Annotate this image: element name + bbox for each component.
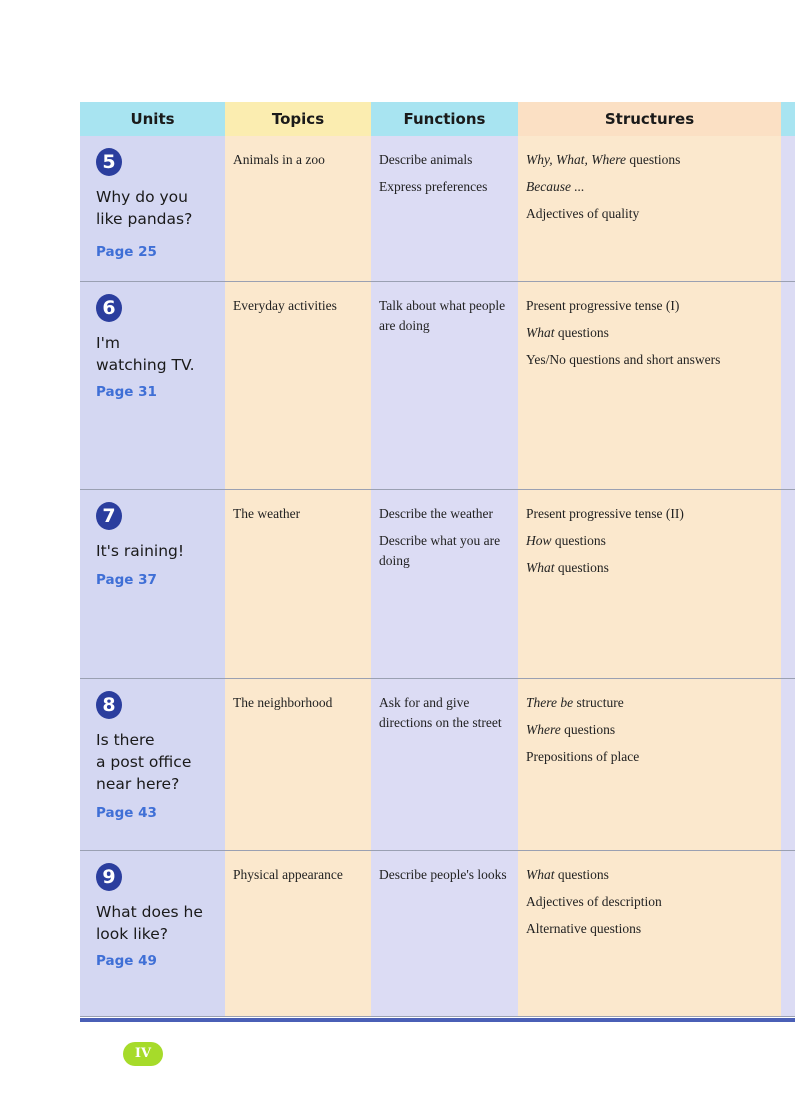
structure-item — [526, 150, 775, 170]
structure-italic: What — [526, 867, 555, 882]
unit-page-link[interactable]: Page 43 — [96, 805, 157, 821]
unit-number-badge: 9 — [96, 863, 122, 891]
unit-page-link[interactable]: Page 31 — [96, 384, 157, 400]
table-row — [80, 282, 795, 490]
structure-plain: questions — [625, 152, 681, 167]
structure-plain: questions — [554, 325, 609, 340]
topic-text: Physical appearance — [233, 867, 343, 882]
edge-cell — [781, 851, 795, 1016]
unit-number-badge: 6 — [96, 294, 122, 322]
structure-item — [526, 531, 775, 551]
table-row — [80, 490, 795, 679]
structure-item — [526, 865, 775, 885]
structure-item — [526, 323, 775, 343]
header-structures: Structures — [518, 102, 781, 136]
topics-cell — [225, 679, 371, 850]
unit-cell — [80, 851, 225, 1016]
bottom-rule — [80, 1018, 795, 1022]
unit-cell — [80, 490, 225, 678]
edge-cell — [781, 679, 795, 850]
structure-italic: There be — [526, 695, 574, 710]
function-item: Describe people's looks — [379, 867, 507, 882]
unit-cell — [80, 282, 225, 489]
structure-item — [526, 720, 775, 740]
topics-cell — [225, 136, 371, 281]
functions-cell — [371, 490, 518, 678]
structure-item — [526, 204, 775, 224]
edge-cell — [781, 136, 795, 281]
structure-item — [526, 558, 775, 578]
structure-plain: Yes/No questions and short answers — [526, 352, 721, 367]
function-item: Talk about what people are doing — [379, 298, 506, 333]
unit-title: I'm watching TV. — [96, 334, 195, 374]
unit-cell — [80, 679, 225, 850]
unit-page-link[interactable]: Page 37 — [96, 572, 157, 588]
structure-item — [526, 504, 775, 524]
structure-plain: questions — [560, 722, 616, 737]
table-header — [80, 102, 795, 136]
topic-text: Animals in a zoo — [233, 152, 325, 167]
structure-plain: Adjectives of quality — [526, 206, 640, 221]
header-functions: Functions — [371, 102, 518, 136]
structure-plain: Alternative questions — [526, 921, 642, 936]
functions-cell — [371, 679, 518, 850]
structure-item — [526, 919, 775, 939]
unit-cell — [80, 136, 225, 281]
structure-plain: Prepositions of place — [526, 749, 640, 764]
structure-plain: questions — [554, 560, 609, 575]
structure-italic: How — [526, 533, 552, 548]
topics-cell — [225, 282, 371, 489]
structures-cell — [518, 851, 781, 1016]
topic-text: Everyday activities — [233, 298, 337, 313]
structure-plain: Adjectives of description — [526, 894, 662, 909]
structures-cell — [518, 679, 781, 850]
topics-cell — [225, 490, 371, 678]
table-row — [80, 136, 795, 282]
structure-item — [526, 296, 775, 316]
structure-item — [526, 747, 775, 767]
structure-item — [526, 177, 775, 197]
structure-italic: What — [526, 325, 555, 340]
structures-cell — [518, 136, 781, 281]
header-units: Units — [80, 102, 225, 136]
structure-plain: questions — [551, 533, 606, 548]
unit-number-badge: 8 — [96, 691, 122, 719]
functions-cell — [371, 851, 518, 1016]
header-edge — [781, 102, 795, 136]
topic-text: The weather — [233, 506, 301, 521]
structure-plain: Present progressive tense (II) — [526, 506, 684, 521]
functions-cell — [371, 136, 518, 281]
functions-cell — [371, 282, 518, 489]
unit-title: It's raining! — [96, 542, 185, 560]
function-item: Express preferences — [379, 179, 488, 194]
unit-title: What does he look like? — [96, 903, 203, 943]
table-row — [80, 851, 795, 1017]
topic-text: The neighborhood — [233, 695, 333, 710]
structure-item — [526, 350, 775, 370]
function-item: Describe the weather — [379, 506, 493, 521]
function-item: Describe what you are doing — [379, 533, 501, 568]
table-body — [80, 136, 795, 1017]
structure-plain: Present progressive tense (I) — [526, 298, 680, 313]
table-row — [80, 679, 795, 851]
structures-cell — [518, 490, 781, 678]
structure-italic: What — [526, 560, 555, 575]
unit-number-badge: 7 — [96, 502, 122, 530]
unit-title: Why do you like pandas? — [96, 188, 193, 228]
structure-italic: Where — [526, 722, 561, 737]
structure-italic: Because ... — [526, 179, 585, 194]
structure-item — [526, 892, 775, 912]
function-item: Describe animals — [379, 152, 473, 167]
page-number-badge: IV — [123, 1042, 163, 1066]
unit-page-link[interactable]: Page 49 — [96, 953, 157, 969]
structure-plain: structure — [573, 695, 624, 710]
unit-page-link[interactable]: Page 25 — [96, 244, 157, 260]
structure-plain: questions — [554, 867, 609, 882]
function-item: Ask for and give directions on the street — [379, 695, 502, 730]
topics-cell — [225, 851, 371, 1016]
structure-item — [526, 693, 775, 713]
unit-number-badge: 5 — [96, 148, 122, 176]
header-topics: Topics — [225, 102, 371, 136]
edge-cell — [781, 490, 795, 678]
edge-cell — [781, 282, 795, 489]
units-table — [80, 102, 795, 1017]
structure-italic: Why, What, Where — [526, 152, 626, 167]
unit-title: Is there a post office near here? — [96, 731, 192, 793]
structures-cell — [518, 282, 781, 489]
